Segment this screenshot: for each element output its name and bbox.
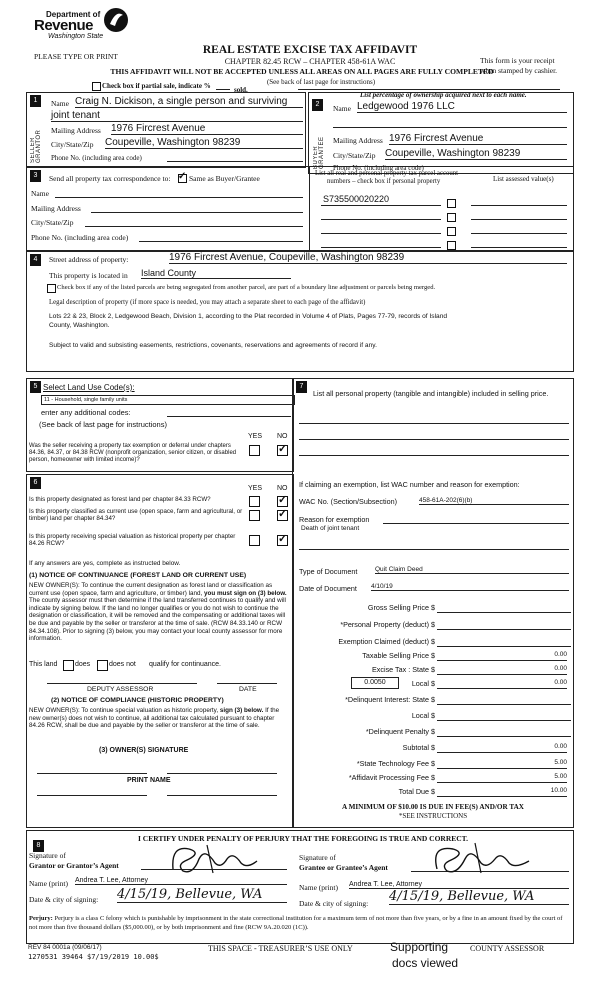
exemption-claimed-label: Exemption Claimed (deduct) $: [338, 637, 435, 646]
excise-state-label: Excise Tax : State $: [372, 665, 435, 674]
this-land-label: This land: [29, 661, 58, 668]
seller-phone-label: Phone No. (including area code): [51, 154, 142, 162]
grantee-agent-label: Grantee or Grantee’s Agent: [299, 863, 388, 872]
notice-compliance-title: (2) NOTICE OF COMPLIANCE (HISTORIC PROPERTY): [51, 697, 224, 704]
subtotal-label: Subtotal $: [402, 743, 435, 752]
treasurer-use-only: THIS SPACE - TREASURER’S USE ONLY: [208, 944, 353, 953]
seller-city-field[interactable]: Coupeville, Washington 98239: [105, 137, 303, 149]
section-8: [26, 830, 574, 944]
parcel-1-personal-checkbox[interactable]: [447, 199, 456, 208]
historic-no-check-icon: ✓: [278, 533, 288, 545]
seller-name-field[interactable]: Craig N. Dickison, a single person and surviving: [75, 96, 303, 108]
dor-logo: [34, 6, 134, 42]
street-address-label: Street address of property:: [49, 255, 129, 264]
parcel-3-personal-checkbox[interactable]: [447, 227, 456, 236]
print-name-label: PRINT NAME: [127, 777, 171, 784]
notice-compliance-body: [29, 707, 291, 730]
reason-line: [383, 523, 569, 524]
grantee-sig-label: Signature of: [299, 853, 336, 862]
notice-continuance-title: (1) NOTICE OF CONTINUANCE (FOREST LAND OR CURRENT USE): [29, 572, 247, 579]
grantee-name-print-field[interactable]: Andrea T. Lee, Attorney: [349, 881, 569, 889]
current-use-no-check-icon: ✓: [278, 508, 288, 520]
land-does-not-label: does not: [109, 661, 136, 668]
print-name-line-1[interactable]: [37, 795, 147, 796]
notice-compliance-text-1: NEW OWNER(S): To continue special valuation as historic property,: [29, 707, 219, 714]
grantor-date-city-label: Date & city of signing:: [29, 895, 99, 904]
perjury-bold-label: Perjury:: [29, 915, 53, 922]
section-6: [26, 474, 294, 828]
wac-label: WAC No. (Section/Subsection): [299, 497, 397, 506]
land-use-see-back: (See back of last page for instructions): [39, 420, 167, 429]
wac-field[interactable]: 458-61A-202(6)(b): [419, 497, 569, 505]
personal-property-label: List all personal property (tangible and intangible) included in selling price.: [313, 389, 549, 398]
grantee-date-city-field[interactable]: 4/15/19, Bellevue, WA: [389, 889, 569, 905]
section-2-number: 2: [312, 99, 323, 111]
owner-signature-line-2[interactable]: [167, 773, 277, 774]
parcel-line-3[interactable]: [321, 233, 441, 234]
section-7-number: 7: [296, 381, 307, 393]
personal-property-deduct-field[interactable]: [437, 620, 571, 630]
buyer-section: [308, 92, 574, 174]
corr-mailing-field[interactable]: [91, 212, 303, 213]
grantor-signature-icon: [163, 841, 263, 875]
current-use-yes[interactable]: [249, 510, 260, 521]
notice-continuance-text-2: The county assessor must then determine if the land transferred continues to qualify and will indicate by signing below. If the land no longer qualifies or you do not wish to continue the designation or classification, it will be removed and the compensating or additional taxes will be due and payable by the seller or transferor at the time of sale. (RCW 84.33.140 or RCW 84.34.108). Prior to signing (3) below, you may contact your local county assessor for more information.: [29, 597, 286, 643]
print-name-line-2[interactable]: [167, 795, 277, 796]
section-6-number: 6: [30, 477, 41, 489]
total-due-field[interactable]: 10.00: [437, 787, 567, 797]
local-tax-field[interactable]: 0.00: [437, 679, 567, 689]
segregated-checkbox[interactable]: [47, 284, 56, 293]
supporting-note: Supporting: [390, 940, 449, 954]
grantor-date-city-field[interactable]: 4/15/19, Bellevue, WA: [117, 887, 287, 903]
personal-property-line-2[interactable]: [299, 439, 569, 440]
seller-mailing-label: Mailing Address: [51, 126, 101, 135]
see-back-instructions: (See back of last page for instructions): [266, 78, 376, 86]
buyer-mailing-field[interactable]: 1976 Fircrest Avenue: [389, 133, 567, 145]
section-1-number: 1: [30, 95, 41, 107]
sec6-yes-header: YES: [248, 485, 263, 492]
buyer-side-label: BUYER GRANTEE: [313, 136, 325, 169]
legal-description-label: Legal description of property (if more space is needed, you may attach a separate sheet to each page of the affidavit): [49, 299, 366, 306]
section-4: [26, 250, 574, 372]
delinquent-local-label: Local $: [411, 711, 435, 720]
street-address-field[interactable]: 1976 Fircrest Avenue, Coupeville, Washington 98239: [169, 252, 567, 264]
notice-continuance-body: [29, 582, 291, 643]
affidavit-fee-label: *Affidavit Processing Fee $: [348, 773, 435, 782]
legal-description-line-2[interactable]: County, Washington.: [49, 322, 110, 329]
delinquent-state-label: *Delinquent Interest: State $: [345, 695, 435, 704]
subject-to-easements: Subject to valid and subsisting easements, restrictions, covenants, reservations and agreements of record if any.: [49, 342, 377, 349]
buyer-city-label: City/State/Zip: [333, 151, 376, 160]
located-in-label: This property is located in: [49, 271, 128, 280]
land-use-label: Select Land Use Code(s):: [43, 383, 135, 392]
forest-land-yes[interactable]: [249, 496, 260, 507]
qualify-label: qualify for continuance.: [149, 661, 221, 668]
land-does-not-checkbox[interactable]: [97, 660, 108, 671]
perjury-notice: [29, 915, 569, 932]
forest-land-no-check-icon: ✓: [278, 494, 288, 506]
parcel-divider: [309, 167, 310, 251]
land-does-checkbox[interactable]: [63, 660, 74, 671]
notice-continuance-text-1: NEW OWNER(S): To continue the current designation as forest land or classification as current use (open space, farm and agriculture, or timber) land,: [29, 582, 273, 597]
grantor-sig-label: Signature of: [29, 851, 66, 860]
if-yes-instruction: If any answers are yes, complete as instructed below.: [29, 560, 181, 567]
please-type: PLEASE TYPE OR PRINT: [34, 52, 118, 61]
section-4-number: 4: [30, 254, 41, 266]
logo-dept-text: Department of: [46, 10, 101, 19]
send-correspondence-label: Send all property tax correspondence to:: [49, 174, 171, 183]
seller-section: [26, 92, 306, 168]
corr-name-field[interactable]: [55, 197, 303, 198]
section-5: [26, 378, 294, 472]
seller-exemption-question: Was the seller receiving a property tax exemption or deferral under chapters 84.36, 84.37, or 84.38 RCW (nonprofit organization, senior citizen, or disabled person, homeowner with limited income)?: [29, 443, 237, 464]
perjury-text: Perjury is a class C felony which is punishable by imprisonment in the state correctional institution for a maximum term of not more than five years, or by a fine in an amount fixed by the court of not more than five thousand dollars ($5,000.00), or by both imprisonment and fine (RCW 9A.20.020 (1C)).: [29, 915, 563, 931]
seller-name-field-2[interactable]: joint tenant: [51, 110, 303, 122]
notice-compliance-text-2: If the new owner(s) does not wish to continue, all additional tax calculated pursuant to chapter 84.26 RCW, shall be due and payable by the seller or transferor at the time of sale.: [29, 707, 280, 730]
form-warning: THIS AFFIDAVIT WILL NOT BE ACCEPTED UNLESS ALL AREAS ON ALL PAGES ARE FULLY COMPLETED: [110, 67, 494, 76]
total-due-label: Total Due $: [398, 787, 435, 796]
form-revision: REV 84 0001a (09/06/17): [28, 944, 102, 951]
assessed-line-3[interactable]: [471, 233, 567, 234]
corr-mailing-label: Mailing Address: [31, 204, 81, 213]
excise-state-field[interactable]: 0.00: [437, 665, 567, 675]
seller-name-label: Name: [51, 99, 69, 108]
sec6-no-header: NO: [277, 485, 288, 492]
parcel-header-2: numbers – check box if personal property: [327, 178, 441, 185]
partial-sale-label: Check box if partial sale, indicate %: [102, 82, 211, 90]
historic-yes[interactable]: [249, 535, 260, 546]
current-use-question: Is this property classified as current use (open space, farm and agricultural, or timber) land per chapter 84.34?: [29, 508, 243, 523]
receipt-note-1: This form is your receipt: [480, 56, 555, 65]
delinquent-penalty-label: *Delinquent Penalty $: [365, 727, 435, 736]
receipt-note-2: when stamped by cashier.: [480, 66, 558, 75]
doc-type-field[interactable]: Quit Claim Deed: [375, 566, 569, 574]
affidavit-fee-field[interactable]: 5.00: [437, 773, 567, 783]
list-percentage: List percentage of ownership acquired next to each name.: [360, 91, 527, 99]
assessed-line-1[interactable]: [471, 205, 567, 206]
grantor-name-print-label: Name (print): [29, 879, 68, 888]
gross-price-field[interactable]: [437, 603, 571, 613]
buyer-city-field[interactable]: Coupeville, Washington 98239: [385, 148, 567, 160]
claim-exemption-label: If claiming an exemption, list WAC number and reason for exemption:: [299, 480, 520, 489]
minimum-due-note: A MINIMUM OF $10.00 IS DUE IN FEE(S) AND/OR TAX: [342, 803, 524, 811]
delinquent-penalty-field[interactable]: [437, 727, 571, 737]
assessor-date-line[interactable]: [217, 683, 277, 684]
doc-type-label: Type of Document: [299, 567, 358, 576]
logo-revenue-text: Revenue: [34, 17, 94, 34]
section-3-number: 3: [30, 170, 41, 182]
ownership-line: [298, 89, 560, 90]
reason-line-2[interactable]: [299, 549, 569, 550]
additional-codes-label: enter any additional codes:: [41, 408, 131, 417]
section-8-number: 8: [33, 840, 44, 852]
perjury-certification: I CERTIFY UNDER PENALTY OF PERJURY THAT THE FOREGOING IS TRUE AND CORRECT.: [137, 834, 468, 843]
same-as-buyer-label: Same as Buyer/Grantee: [189, 174, 260, 183]
seller-phone-field[interactable]: [167, 161, 303, 162]
form-chapter: CHAPTER 82.45 RCW – CHAPTER 458-61A WAC: [224, 57, 396, 66]
buyer-name-field-2[interactable]: [333, 127, 567, 128]
assessed-line-4[interactable]: [471, 247, 567, 248]
doc-date-field[interactable]: 4/10/19: [371, 583, 569, 591]
parcel-4-personal-checkbox[interactable]: [447, 241, 456, 250]
logo-swoosh-icon: [102, 6, 130, 34]
recording-stamp: 1270531 39464 $7/19/2019 10.00$: [28, 953, 159, 961]
corr-phone-field[interactable]: [139, 241, 303, 242]
sec5-yes-header: YES: [248, 433, 263, 440]
buyer-name-field[interactable]: Ledgewood 1976 LLC: [357, 101, 567, 113]
buyer-name-label: Name: [333, 104, 351, 113]
seller-city-label: City/State/Zip: [51, 140, 94, 149]
grantor-agent-label: Grantor or Grantor’s Agent: [29, 861, 119, 870]
same-as-buyer-check-icon: ✓: [178, 171, 187, 182]
corr-name-label: Name: [31, 189, 49, 198]
buyer-mailing-label: Mailing Address: [333, 136, 383, 145]
personal-property-line-3[interactable]: [299, 455, 569, 456]
parcel-2-personal-checkbox[interactable]: [447, 213, 456, 222]
seller-exemption-no-check-icon: ✓: [278, 443, 288, 455]
grantor-name-print-field[interactable]: Andrea T. Lee, Attorney: [75, 877, 287, 885]
legal-description-line-1[interactable]: Lots 22 & 23, Block 2, Ledgewood Beach, Division 1, according to the Plat recorded in Volume 4 of Plats, Pages 77-79, records of Island: [49, 313, 448, 320]
section-7: [292, 378, 574, 828]
assessor-date-label: DATE: [239, 686, 257, 693]
county-field[interactable]: Island County: [141, 268, 291, 279]
reason-field[interactable]: Death of joint tenant: [301, 525, 360, 532]
deputy-assessor-label: DEPUTY ASSESSOR: [87, 686, 154, 693]
taxable-price-label: Taxable Selling Price $: [362, 651, 435, 660]
delinquent-state-field[interactable]: [437, 695, 571, 705]
delinquent-local-field[interactable]: [437, 711, 571, 721]
taxable-price-field[interactable]: 0.00: [437, 651, 567, 661]
partial-sale-checkbox[interactable]: [92, 82, 101, 91]
land-does-label: does: [75, 661, 91, 668]
segregated-label: Check box if any of the listed parcels are being segregated from another parcel, are part of a boundary line adjustment or parcels being merged.: [57, 284, 436, 291]
gross-price-label: Gross Selling Price $: [367, 603, 435, 612]
corr-city-field[interactable]: [85, 226, 303, 227]
parcel-line-1: [321, 205, 441, 206]
sec5-no-header: NO: [277, 433, 288, 440]
reason-label: Reason for exemption: [299, 515, 370, 524]
land-use-select[interactable]: 11 - Household, single family units: [41, 395, 295, 405]
grantee-date-city-label: Date & city of signing:: [299, 899, 369, 908]
owner-signature-line-1[interactable]: [37, 773, 147, 774]
grantee-signature-icon: [425, 839, 535, 875]
local-tax-label: Local $: [411, 679, 435, 688]
partial-sale-percent-field[interactable]: [216, 89, 230, 90]
tech-fee-field[interactable]: 5.00: [437, 759, 567, 769]
assessed-line-2[interactable]: [471, 219, 567, 220]
logo-state-text: Washington State: [48, 33, 104, 40]
personal-property-deduct-label: *Personal Property (deduct) $: [340, 620, 435, 629]
form-title: REAL ESTATE EXCISE TAX AFFIDAVIT: [202, 44, 418, 56]
owner-signature-label: (3) OWNER(S) SIGNATURE: [99, 747, 189, 754]
see-instructions-note: *SEE INSTRUCTIONS: [398, 812, 468, 820]
deputy-assessor-line[interactable]: [47, 683, 197, 684]
parcel-header-1: List all real and personal property tax parcel account: [315, 170, 459, 177]
notice-compliance-bold: sign (3) below.: [219, 707, 264, 714]
grantee-name-print-label: Name (print): [299, 883, 338, 892]
seller-mailing-field[interactable]: 1976 Fircrest Avenue: [111, 123, 303, 135]
notice-continuance-bold: you must sign on (3) below.: [204, 589, 287, 597]
seller-side-label: SELLER GRANTOR: [30, 129, 42, 163]
buyer-phone-label: Phone No. (including area code): [333, 164, 424, 172]
assessed-header: List assessed value(s): [493, 175, 554, 183]
corr-city-label: City/State/Zip: [31, 218, 74, 227]
historic-question: Is this property receiving special valuation as historical property per chapter 84.26 RCW?: [29, 533, 236, 548]
personal-property-line-1[interactable]: [299, 423, 569, 424]
parcel-line-4[interactable]: [321, 247, 441, 248]
subtotal-field[interactable]: 0.00: [437, 743, 567, 753]
parcel-line-2[interactable]: [321, 219, 441, 220]
docs-viewed-note: docs viewed: [392, 956, 459, 970]
section-5-number: 5: [30, 381, 41, 393]
county-assessor-label: COUNTY ASSESSOR: [470, 944, 545, 953]
exemption-claimed-field[interactable]: [437, 637, 571, 647]
tech-fee-label: *State Technology Fee $: [356, 759, 435, 768]
sold-label: sold.: [234, 86, 248, 94]
parcel-number-1[interactable]: S735500020220: [323, 194, 390, 204]
seller-exemption-yes[interactable]: [249, 445, 260, 456]
doc-date-label: Date of Document: [299, 584, 357, 593]
section-3: [26, 166, 574, 252]
additional-codes-field[interactable]: [167, 416, 291, 417]
corr-phone-label: Phone No. (including area code): [31, 233, 129, 242]
forest-land-question: Is this property designated as forest land per chapter 84.33 RCW?: [29, 496, 211, 503]
local-rate-box[interactable]: 0.0050: [351, 677, 399, 689]
